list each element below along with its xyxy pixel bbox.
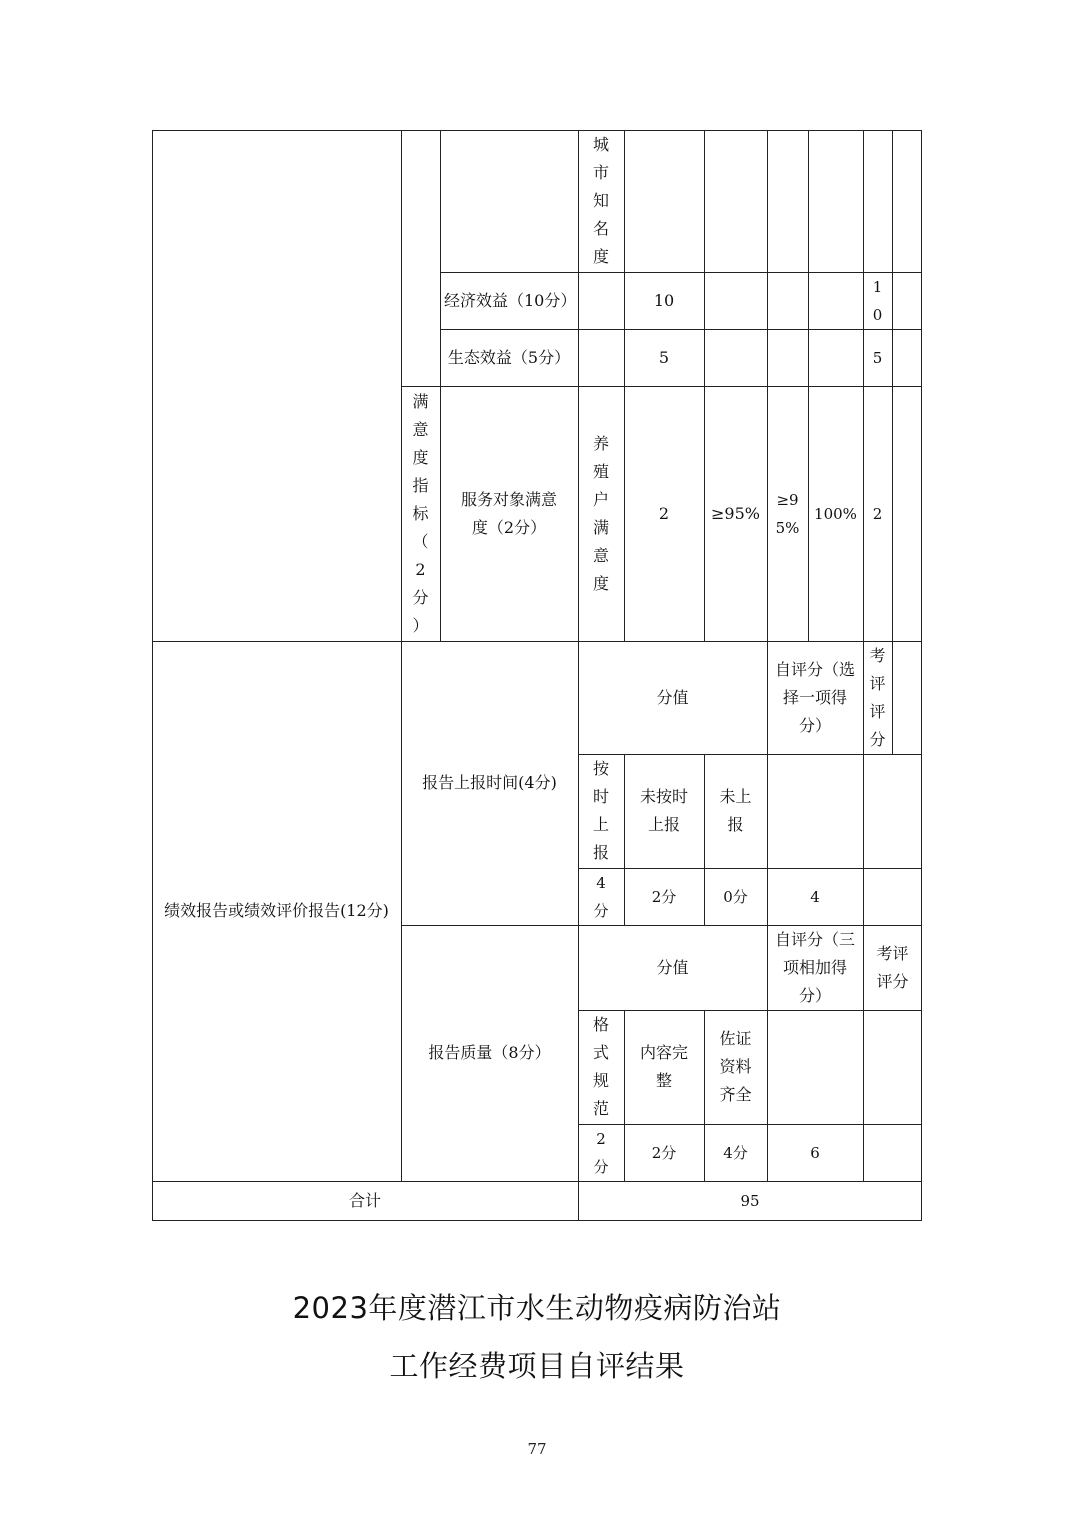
satisfaction-actual: ≥95%	[775, 490, 800, 537]
page-number: 77	[527, 1440, 547, 1458]
economic-benefit-target: 10	[653, 290, 675, 310]
satisfaction-completion: 100%	[814, 504, 857, 523]
report-section-label: 绩效报告或绩效评价报告(12分)	[164, 901, 389, 920]
economic-benefit-score: 10	[872, 277, 883, 324]
satisfaction-score: 2	[872, 504, 883, 523]
report-quality-option: 格式规范	[592, 1015, 609, 1118]
report-time-points: 2分	[651, 887, 677, 906]
total-label: 合计	[348, 1190, 381, 1210]
report-quality-self-header: 自评分（三项相加得分）	[775, 929, 856, 1005]
report-time-self-score: 4	[810, 887, 820, 906]
heading-line-2: 工作经费项目自评结果	[389, 1349, 685, 1383]
report-time-points: 4分	[593, 873, 609, 920]
report-time-option: 未按时上报	[639, 787, 688, 834]
report-quality-points: 2分	[593, 1129, 609, 1176]
satisfaction-target: ≥95%	[711, 503, 760, 523]
satisfaction-category: 满 意 度 指 标 （ 2 分 ）	[412, 391, 429, 635]
satisfaction-label: 服务对象满意度（2分）	[460, 489, 557, 537]
ecological-benefit-score: 5	[872, 348, 883, 367]
report-quality-self-score: 6	[810, 1143, 820, 1162]
report-quality-value-header: 分值	[656, 957, 689, 977]
economic-benefit-label: 经济效益（10分）	[444, 290, 577, 310]
ecological-benefit-target: 5	[658, 347, 670, 367]
ecological-benefit-label: 生态效益（5分）	[447, 347, 571, 367]
report-quality-points: 2分	[651, 1143, 677, 1162]
report-time-option: 未上报	[719, 787, 752, 834]
report-quality-option: 内容完整	[639, 1043, 688, 1090]
report-quality-label: 报告质量（8分）	[428, 1043, 551, 1062]
satisfaction-indicator: 养殖户满意度	[592, 433, 609, 593]
report-quality-option: 佐证资料齐全	[719, 1029, 752, 1104]
report-time-label: 报告上报时间(4分)	[422, 773, 557, 792]
evaluation-table	[152, 130, 922, 1221]
report-time-self-header: 自评分（选择一项得分）	[775, 659, 856, 735]
report-quality-points: 4分	[723, 1143, 748, 1162]
report-quality-review-header: 考评评分	[876, 943, 909, 991]
total-value: 95	[740, 1191, 760, 1210]
city-awareness-indicator: 城 市 知 名 度	[592, 135, 609, 266]
report-time-value-header: 分值	[656, 687, 689, 707]
report-time-review-header: 考评评分	[869, 645, 886, 749]
heading-line-1: 2023年度潜江市水生动物疫病防治站	[292, 1291, 782, 1325]
report-time-option: 按时上报	[592, 759, 609, 862]
satisfaction-weight: 2	[658, 503, 670, 523]
report-time-points: 0分	[723, 887, 748, 906]
